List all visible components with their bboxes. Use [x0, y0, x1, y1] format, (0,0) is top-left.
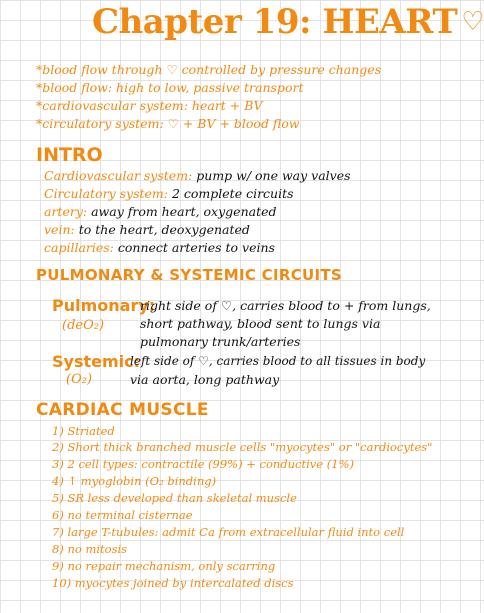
list-item	[52, 525, 404, 539]
list-item-number: 10)	[52, 576, 72, 590]
list-item-text: Short thick branched muscle cells "myocytes" or "cardiocytes"	[67, 440, 433, 454]
section-heading-intro: INTRO	[36, 144, 103, 166]
list-item-number: 8)	[52, 542, 64, 556]
systemic-desc-line: via aorta, long pathway	[130, 372, 280, 387]
list-item	[52, 559, 275, 573]
list-item-text: Striated	[67, 424, 115, 438]
section-heading-circuits: PULMONARY & SYSTEMIC CIRCUITS	[36, 266, 343, 284]
definition-text: pump w/ one way valves	[196, 168, 351, 183]
pulmonary-desc-line: short pathway, blood sent to lungs via	[140, 316, 381, 331]
pulmonary-desc-line: right side of ♡, carries blood to + from lungs,	[140, 298, 431, 313]
list-item-text: no mitosis	[67, 542, 128, 556]
list-item	[52, 576, 294, 590]
list-item	[52, 508, 193, 522]
list-item-text: SR less developed than skeletal muscle	[67, 491, 297, 505]
pulmonary-desc-line: pulmonary trunk/arteries	[140, 334, 301, 349]
definition-row	[44, 204, 277, 219]
systemic-term: Systemic:	[52, 352, 141, 371]
list-item	[52, 474, 216, 488]
list-item-text: no terminal cisternae	[67, 508, 193, 522]
list-item-text: ↑ myoglobin (O₂ binding)	[67, 474, 217, 488]
definition-text: to the heart, deoxygenated	[78, 222, 250, 237]
list-item-text: 2 cell types: contractile (99%) + conductive (1%)	[67, 457, 354, 471]
section-heading-cardiac: CARDIAC MUSCLE	[36, 400, 209, 420]
definition-term: artery:	[44, 204, 88, 219]
note-line: *cardiovascular system: heart + BV	[36, 98, 263, 113]
definition-row	[44, 222, 250, 237]
pulmonary-sub: (deO₂)	[62, 318, 105, 333]
pulmonary-term: Pulmonary:	[52, 296, 156, 315]
definition-row	[44, 186, 294, 201]
definition-text: away from heart, oxygenated	[91, 204, 277, 219]
systemic-sub: (O₂)	[66, 372, 93, 387]
definition-term: Circulatory system:	[44, 186, 168, 201]
list-item-number: 3)	[52, 457, 64, 471]
page-title	[92, 2, 484, 42]
definition-row	[44, 168, 351, 183]
list-item	[52, 491, 297, 505]
list-item	[52, 542, 127, 556]
list-item-text: myocytes joined by intercalated discs	[74, 576, 294, 590]
list-item-number: 5)	[52, 491, 64, 505]
list-item-number: 2)	[52, 440, 64, 454]
list-item	[52, 457, 354, 471]
title-text: Chapter 19: HEART	[92, 2, 458, 42]
definition-term: Cardiovascular system:	[44, 168, 193, 183]
note-line: *blood flow through ♡ controlled by pressure changes	[36, 62, 382, 77]
list-item	[52, 424, 115, 438]
list-item-number: 1)	[52, 424, 64, 438]
list-item-number: 7)	[52, 525, 64, 539]
definition-term: capillaries:	[44, 240, 114, 255]
list-item-number: 9)	[52, 559, 64, 573]
list-item-text: no repair mechanism, only scarring	[67, 559, 276, 573]
definition-text: connect arteries to veins	[117, 240, 275, 255]
list-item-number: 6)	[52, 508, 64, 522]
list-item	[52, 440, 432, 454]
note-line: *blood flow: high to low, passive transport	[36, 80, 304, 95]
list-item-number: 4)	[52, 474, 64, 488]
definition-text: 2 complete circuits	[171, 186, 294, 201]
definition-term: vein:	[44, 222, 75, 237]
list-item-text: large T-tubules: admit Ca from extracellular fluid into cell	[67, 525, 405, 539]
systemic-desc-line: left side of ♡, carries blood to all tissues in body	[130, 354, 426, 368]
note-line: *circulatory system: ♡ + BV + blood flow	[36, 116, 300, 131]
definition-row	[44, 240, 275, 255]
heart-outline-icon: ♡	[461, 7, 484, 37]
